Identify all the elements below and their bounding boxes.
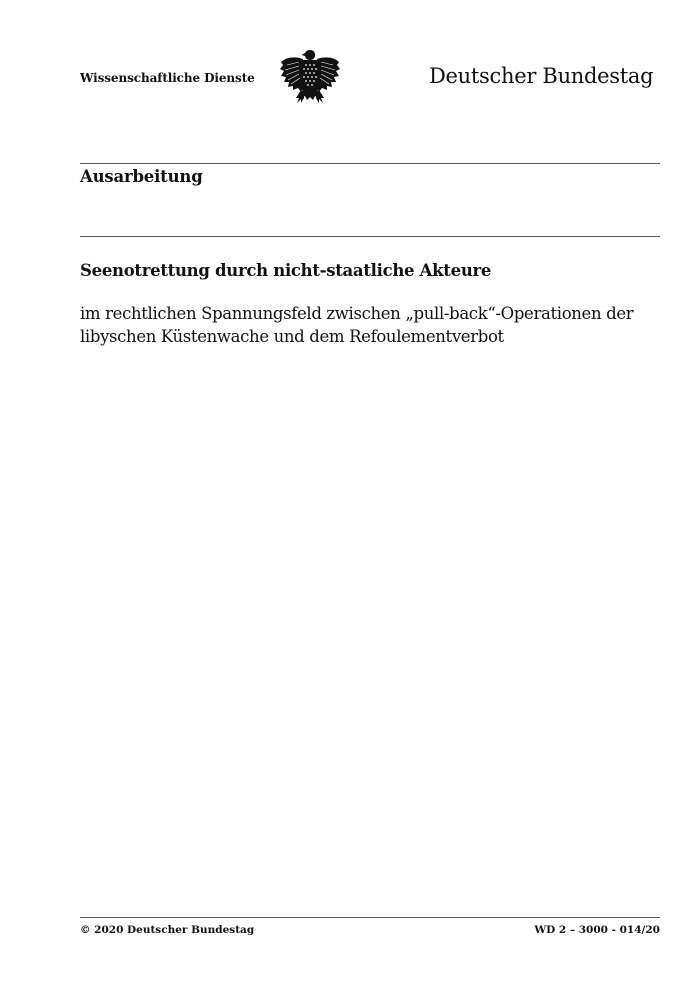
organization-name: Deutscher Bundestag	[429, 64, 654, 88]
institution-name: Wissenschaftliche Dienste	[80, 71, 255, 85]
footer-copyright: © 2020 Deutscher Bundestag	[80, 924, 255, 936]
document-title: Seenotrettung durch nicht-staatliche Akteure	[80, 261, 492, 280]
divider-footer	[80, 917, 660, 918]
divider-top	[80, 163, 660, 164]
footer-reference: WD 2 – 3000 - 014/20	[534, 924, 660, 936]
federal-eagle-icon	[279, 48, 341, 106]
document-subtitle: im rechtlichen Spannungsfeld zwischen „pull-back“-Operationen der libyschen Küstenwache und dem Refoulementverbot	[80, 304, 634, 346]
divider-middle	[80, 236, 660, 237]
document-type: Ausarbeitung	[80, 167, 203, 186]
